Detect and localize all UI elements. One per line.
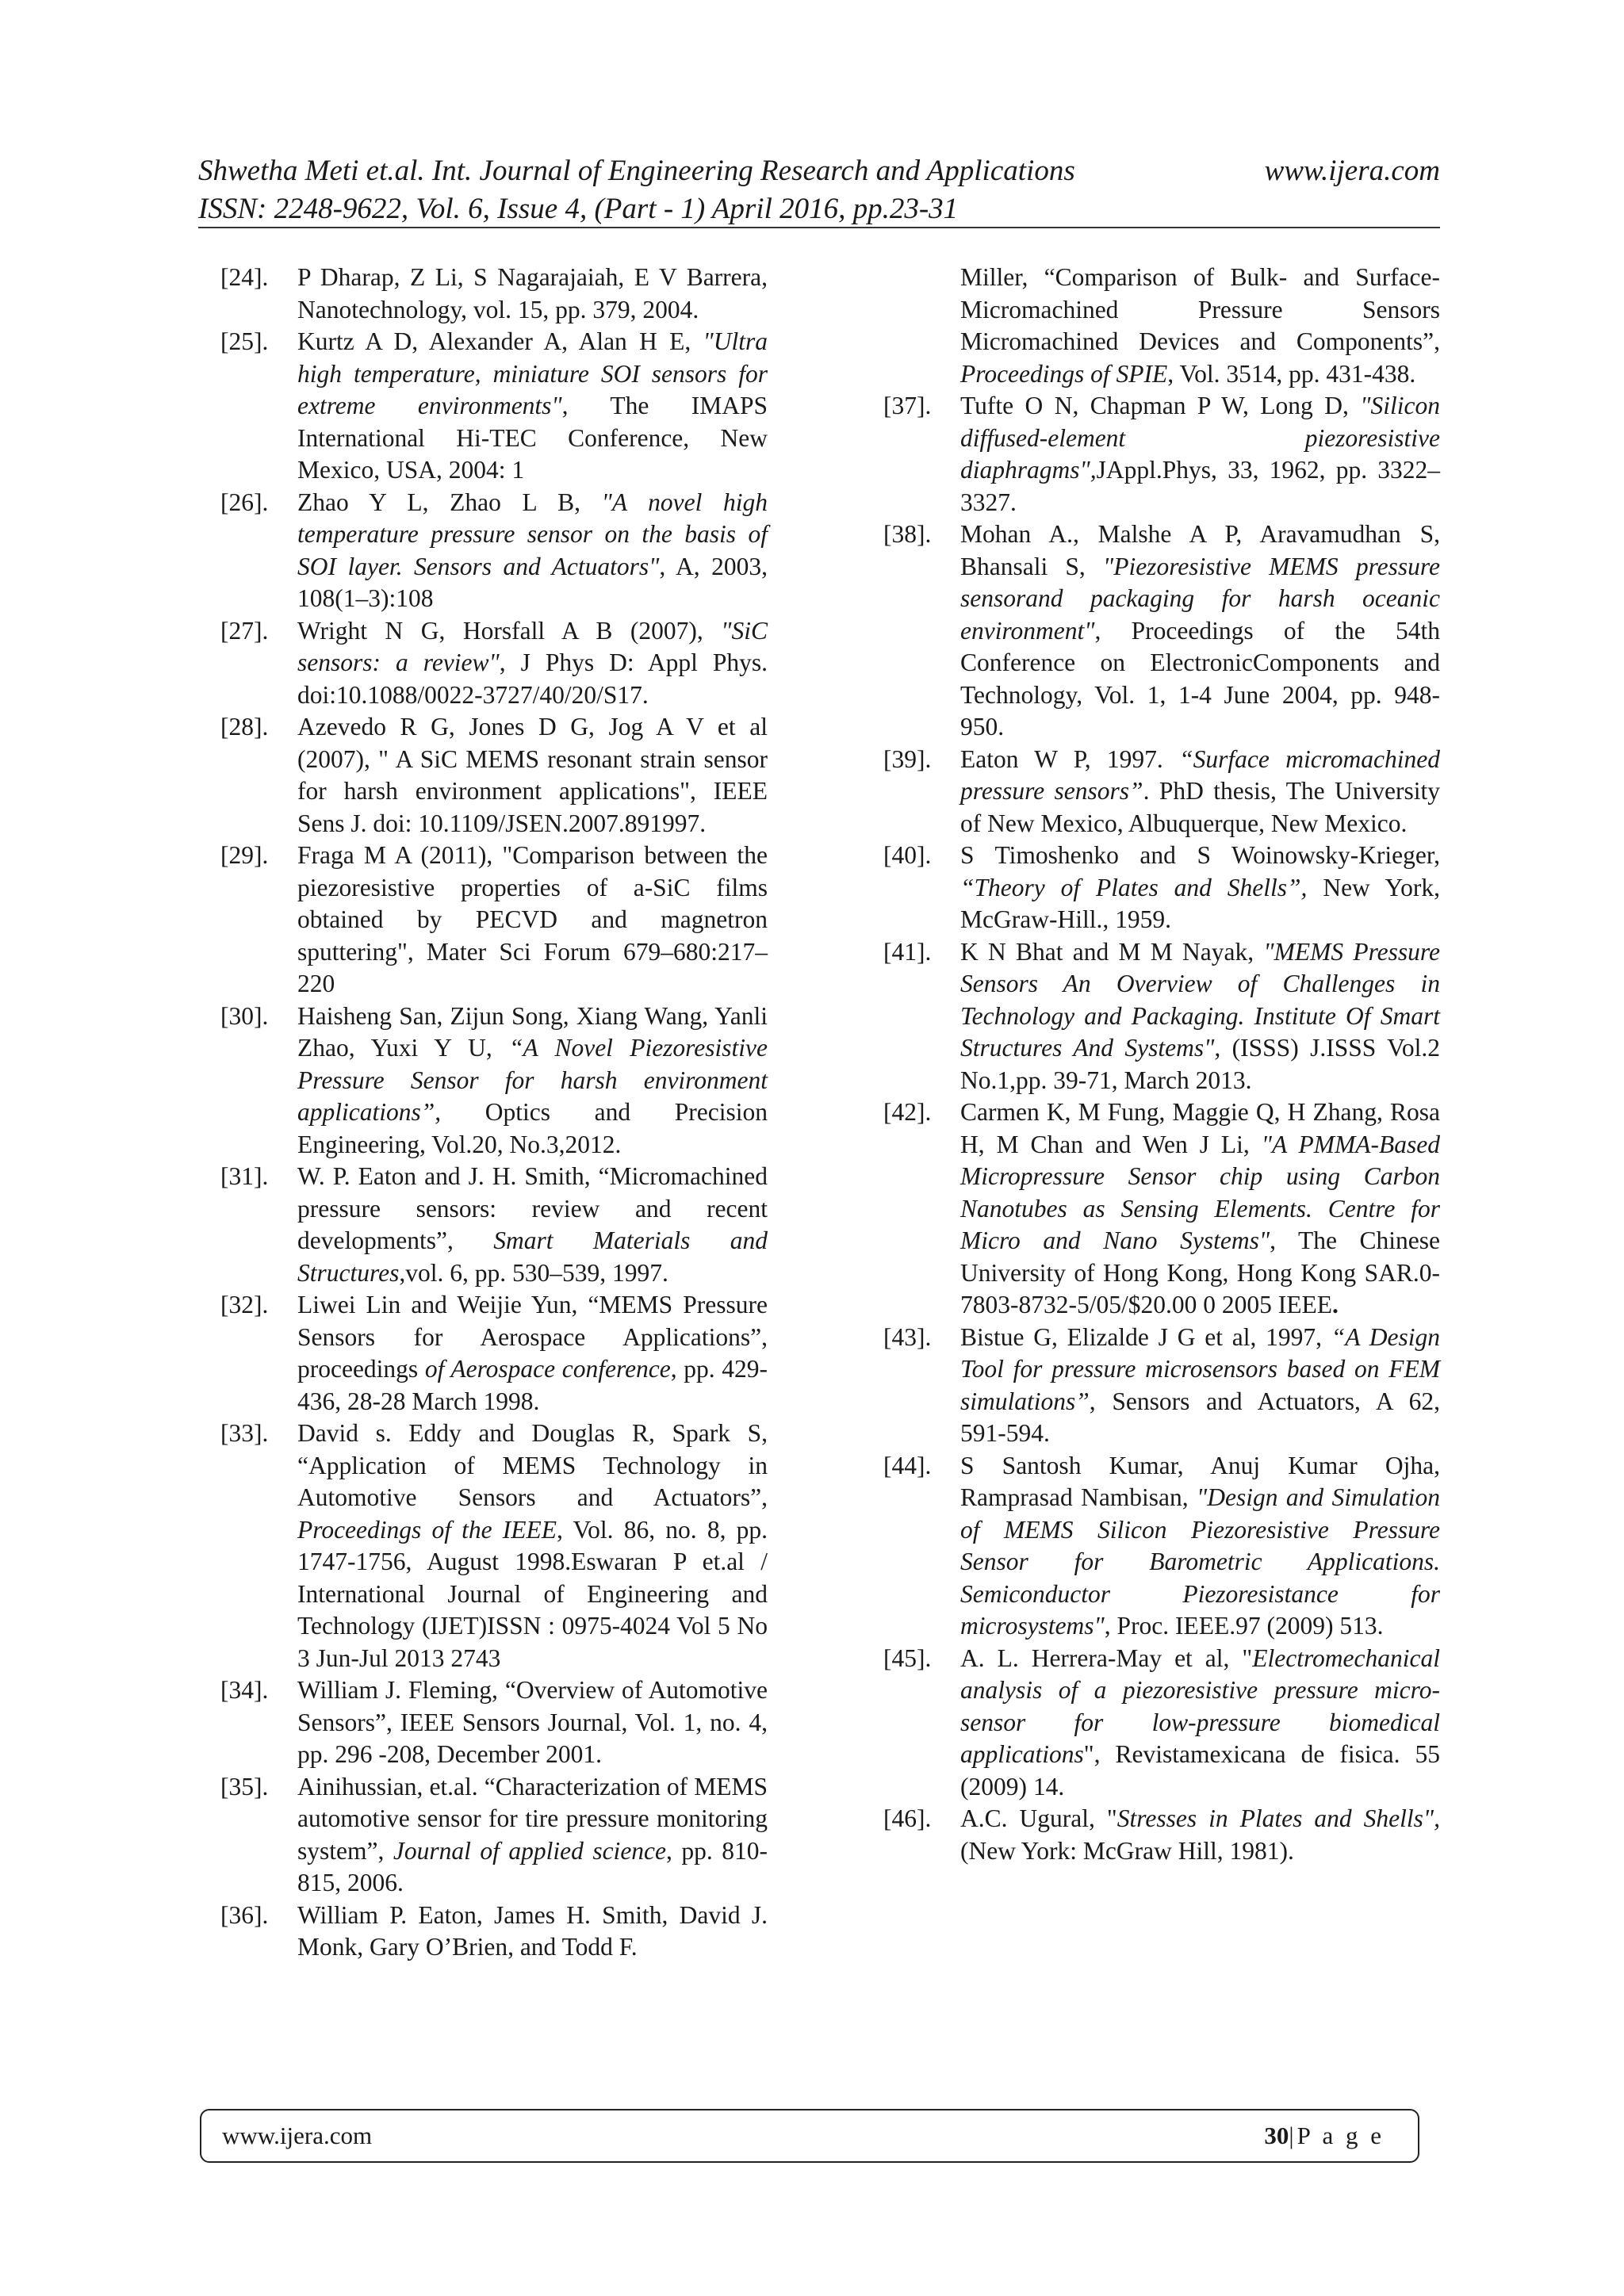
reference-entry xyxy=(883,1643,1440,1804)
reference-text xyxy=(297,326,768,487)
reference-text xyxy=(960,936,1440,1097)
reference-text-segment: "MEMS Pressure Sensors An Overview of Challenges in Technology and Packaging. Institute Of Smart Structures And Systems", xyxy=(960,937,1440,1062)
reference-text-segment: . PhD thesis, The University of New Mexico, Albuquerque, New Mexico. xyxy=(960,777,1440,837)
reference-number: [25]. xyxy=(220,327,269,355)
reference-text-segment: , J Phys D: Appl Phys. doi:10.1088/0022-3727/40/20/S17. xyxy=(297,649,768,709)
reference-entry xyxy=(220,487,768,615)
reference-number: [26]. xyxy=(220,488,269,516)
reference-text-segment: S Santosh Kumar, Anuj Kumar Ojha, Ramprasad Nambisan, xyxy=(960,1451,1440,1511)
reference-text-segment: “A Design Tool for pressure microsensors based on FEM simulations” xyxy=(960,1322,1440,1415)
reference-entry xyxy=(220,1418,768,1674)
page-indicator xyxy=(1264,2122,1385,2150)
reference-text-segment: Ainihussian, et.al. “Characterization of MEMS automotive sensor for tire pressure monitoring system”, xyxy=(297,1772,768,1865)
reference-text-segment: ,vol. 6, pp. 530–539, 1997. xyxy=(399,1258,668,1287)
reference-text-segment: JAppl.Phys, 33, 1962, pp. 3322–3327. xyxy=(960,456,1440,516)
reference-text-segment: , pp. 429-436, 28-28 March 1998. xyxy=(297,1355,768,1415)
reference-entry xyxy=(883,262,1440,390)
reference-text-segment: New York, McGraw-Hill., 1959. xyxy=(960,873,1440,933)
references-column-right xyxy=(883,262,1440,1867)
reference-text xyxy=(960,1450,1440,1643)
reference-text xyxy=(297,1001,768,1161)
reference-number: [37]. xyxy=(883,392,932,419)
references-column-left xyxy=(220,262,768,1964)
reference-entry xyxy=(883,1450,1440,1643)
reference-text-segment: ", Revistamexicana de fisica. 55 (2009) 14. xyxy=(960,1740,1440,1800)
reference-text-segment: Eaton W P, 1997. xyxy=(960,744,1180,773)
reference-text-segment: W. P. Eaton and J. H. Smith, “Micromachined pressure sensors: review and recent developments”, xyxy=(297,1162,768,1254)
reference-entry xyxy=(883,519,1440,744)
reference-entry xyxy=(883,1096,1440,1322)
reference-text-segment: Optics and Precision Engineering, Vol.20, No.3,2012. xyxy=(297,1098,768,1158)
reference-text-segment: Proceedings of SPIE xyxy=(960,359,1168,388)
reference-text-segment: “Surface micromachined pressure sensors” xyxy=(960,744,1440,805)
reference-entry xyxy=(220,326,768,487)
reference-number: [34]. xyxy=(220,1676,269,1704)
page-label: |P a g e xyxy=(1289,2122,1385,2149)
reference-text-segment: "Ultra high temperature, miniature SOI sensors for extreme environments" xyxy=(297,327,768,419)
reference-text-segment: David s. Eddy and Douglas R, Spark S, “Application of MEMS Technology in Automotive Sensors and Actuators”, xyxy=(297,1419,768,1511)
reference-number: [41]. xyxy=(883,937,932,966)
reference-text-segment: Zhao Y L, Zhao L B, xyxy=(297,488,602,516)
reference-text-segment: , pp. 810-815, 2006. xyxy=(297,1836,768,1896)
reference-number: [40]. xyxy=(883,841,932,869)
reference-text-segment: Liwei Lin and Weijie Yun, “MEMS Pressure Sensors for Aerospace Applications”, proceedings xyxy=(297,1291,768,1383)
reference-text-segment: (New York: McGraw Hill, 1981). xyxy=(960,1836,1294,1865)
reference-entry xyxy=(220,1900,768,1964)
reference-text xyxy=(297,262,768,326)
reference-entry xyxy=(883,1803,1440,1867)
reference-number: [28]. xyxy=(220,713,269,740)
reference-entry xyxy=(220,1289,768,1418)
reference-text xyxy=(297,1289,768,1418)
reference-number: [39]. xyxy=(883,744,932,773)
reference-text-segment: Haisheng San, Zijun Song, Xiang Wang, Yanli Zhao, Yuxi Y U, xyxy=(297,1001,768,1062)
reference-text xyxy=(960,1643,1440,1804)
reference-text-segment: William P. Eaton, James H. Smith, David J. Monk, Gary O’Brien, and Todd F. xyxy=(297,1900,768,1961)
reference-text-segment: Azevedo R G, Jones D G, Jog A V et al (2007), " A SiC MEMS resonant strain sensor for harsh environment applications", IEEE Sens J. doi: 10.1109/JSEN.2007.891997. xyxy=(297,713,768,837)
reference-text-segment: William J. Fleming, “Overview of Automotive Sensors”, IEEE Sensors Journal, Vol. 1, no. 4, pp. 296 -208, December 2001. xyxy=(297,1676,768,1768)
reference-entry xyxy=(883,744,1440,840)
reference-entry xyxy=(220,1771,768,1900)
reference-entry xyxy=(220,1001,768,1161)
reference-number: [29]. xyxy=(220,841,269,869)
reference-text-segment: , Proc. IEEE.97 (2009) 513. xyxy=(1104,1612,1384,1640)
reference-text xyxy=(960,519,1440,744)
reference-text-segment: , The IMAPS International Hi-TEC Conference, New Mexico, USA, 2004: 1 xyxy=(297,392,768,484)
issn-line: ISSN: 2248-9622, Vol. 6, Issue 4, (Part - 1) April 2016, pp.23-31 xyxy=(198,193,959,225)
reference-text-segment: , Vol. 3514, pp. 431-438. xyxy=(1167,359,1416,388)
reference-text xyxy=(297,487,768,615)
reference-number: [43]. xyxy=(883,1322,932,1351)
reference-text xyxy=(297,615,768,712)
reference-entry xyxy=(883,1322,1440,1450)
reference-number: [44]. xyxy=(883,1451,932,1479)
page-number: 30 xyxy=(1264,2122,1289,2149)
footer-website: www.ijera.com xyxy=(222,2122,373,2149)
reference-text-segment: Proceedings of the IEEE xyxy=(297,1515,557,1544)
reference-text-segment: Tufte O N, Chapman P W, Long D, xyxy=(960,392,1361,419)
reference-entry xyxy=(883,390,1440,519)
reference-entry xyxy=(883,840,1440,936)
reference-text xyxy=(960,744,1440,840)
reference-text-segment: (ISSS) J.ISSS Vol.2 No.1,pp. 39-71, March 2013. xyxy=(960,1034,1441,1094)
reference-text-segment: Electromechanical analysis of a piezoresistive pressure micro-sensor for low-pressure biomedical applications xyxy=(960,1644,1440,1768)
reference-text-segment: , A, 2003, 108(1–3):108 xyxy=(297,552,768,612)
reference-text-segment: Carmen K, M Fung, Maggie Q, H Zhang, Rosa H, M Chan and Wen J Li, xyxy=(960,1098,1440,1158)
reference-entry xyxy=(220,1161,768,1289)
reference-text-segment: A.C. Ugural, " xyxy=(960,1804,1117,1832)
reference-text-segment: “A Novel Piezoresistive Pressure Sensor for harsh environment applications”, xyxy=(297,1034,768,1126)
reference-text xyxy=(297,1418,768,1674)
reference-text-segment: of Aerospace conference xyxy=(424,1355,671,1383)
reference-text-segment: , Proceedings of the 54th Conference on ElectronicComponents and Technology, Vol. 1, 1-4 June 2004, pp. 948-950. xyxy=(960,616,1440,740)
reference-text-segment: "Silicon diffused-element piezoresistive diaphragms", xyxy=(960,392,1440,484)
reference-number: [27]. xyxy=(220,616,269,645)
reference-text-segment: “Theory of Plates and Shells”, xyxy=(960,873,1308,901)
reference-text-segment: Journal of applied science xyxy=(393,1836,667,1865)
reference-number: [46]. xyxy=(883,1804,932,1832)
journal-line: Shwetha Meti et.al. Int. Journal of Engineering Research and Applications xyxy=(198,155,1075,187)
reference-entry xyxy=(220,262,768,326)
reference-text-segment: Miller, “Comparison of Bulk- and Surface- Micromachined Pressure Sensors Micromachined Devices and Components”, xyxy=(960,263,1440,355)
reference-number: [45]. xyxy=(883,1644,932,1672)
reference-number: [32]. xyxy=(220,1291,269,1318)
reference-text xyxy=(960,1096,1440,1322)
reference-number: [30]. xyxy=(220,1001,269,1030)
reference-number: [38]. xyxy=(883,520,932,548)
reference-text-segment: Kurtz A D, Alexander A, Alan H E, xyxy=(297,327,703,355)
reference-text xyxy=(960,840,1440,936)
reference-text xyxy=(960,262,1440,390)
reference-text xyxy=(297,1900,768,1964)
reference-text-segment: "Piezoresistive MEMS pressure sensorand packaging for harsh oceanic environment" xyxy=(960,552,1440,645)
reference-text xyxy=(297,711,768,840)
reference-text xyxy=(297,1161,768,1289)
reference-text xyxy=(297,1771,768,1900)
reference-text-segment: , Sensors and Actuators, A 62, 591-594. xyxy=(960,1387,1440,1447)
reference-text xyxy=(960,1803,1440,1867)
reference-entry xyxy=(220,615,768,712)
reference-number: [36]. xyxy=(220,1900,269,1929)
reference-entry xyxy=(220,711,768,840)
reference-entry xyxy=(220,1674,768,1771)
header-website: www.ijera.com xyxy=(1264,155,1440,187)
header-rule xyxy=(198,227,1440,228)
reference-text-segment: Bistue G, Elizalde J G et al, 1997, xyxy=(960,1322,1331,1351)
reference-entry xyxy=(883,936,1440,1097)
reference-text-segment: "SiC sensors: a review" xyxy=(297,616,768,676)
reference-text-segment: K N Bhat and M M Nayak, xyxy=(960,937,1264,966)
reference-number: [24]. xyxy=(220,263,269,291)
reference-number: [35]. xyxy=(220,1772,269,1800)
reference-text-segment: A. L. Herrera-May et al, " xyxy=(960,1644,1253,1672)
reference-text-segment: . xyxy=(1331,1291,1339,1318)
reference-text xyxy=(297,1674,768,1771)
reference-text-segment: Fraga M A (2011), "Comparison between the piezoresistive properties of a-SiC films obtained by PECVD and magnetron sputtering", Mater Sci Forum 679–680:217–220 xyxy=(297,841,768,997)
reference-text xyxy=(960,390,1440,519)
reference-entry xyxy=(220,840,768,1001)
reference-text-segment: "Design and Simulation of MEMS Silicon Piezoresistive Pressure Sensor for Barometric Applications. Semiconductor Piezoresistance for microsystems" xyxy=(960,1483,1440,1640)
reference-number: [33]. xyxy=(220,1419,269,1447)
reference-text-segment: Stresses in Plates and Shells", xyxy=(1116,1804,1440,1832)
reference-text xyxy=(960,1322,1440,1450)
reference-text-segment: , Vol. 86, no. 8, pp. 1747-1756, August 1998.Eswaran P et.al / International Journal of Engineering and Technology (IJET)ISSN : 0975-4024 Vol 5 No 3 Jun-Jul 2013 2743 xyxy=(297,1515,768,1672)
reference-text-segment: Mohan A., Malshe A P, Aravamudhan S, Bhansali S, xyxy=(960,520,1440,580)
reference-text-segment: "A novel high temperature pressure sensor on the basis of SOI layer. Sensors and Actuators" xyxy=(297,488,768,580)
reference-text-segment: S Timoshenko and S Woinowsky-Krieger, xyxy=(960,841,1440,869)
reference-text xyxy=(297,840,768,1001)
reference-text-segment: Wright N G, Horsfall A B (2007), xyxy=(297,616,722,645)
reference-text-segment: Smart Materials and Structures xyxy=(297,1226,768,1287)
reference-text-segment: , The Chinese University of Hong Kong, Hong Kong SAR.0-7803-8732-5/05/$20.00 0 2005 IEEE xyxy=(960,1226,1441,1318)
reference-number: [31]. xyxy=(220,1162,269,1190)
reference-text-segment: "A PMMA-Based Micropressure Sensor chip using Carbon Nanotubes as Sensing Elements. Centre for Micro and Nano Systems" xyxy=(960,1130,1440,1254)
reference-text-segment: P Dharap, Z Li, S Nagarajaiah, E V Barrera, Nanotechnology, vol. 15, pp. 379, 2004. xyxy=(297,263,768,323)
reference-number: [42]. xyxy=(883,1098,932,1126)
page-footer xyxy=(200,2109,1419,2163)
running-header xyxy=(198,152,1440,228)
